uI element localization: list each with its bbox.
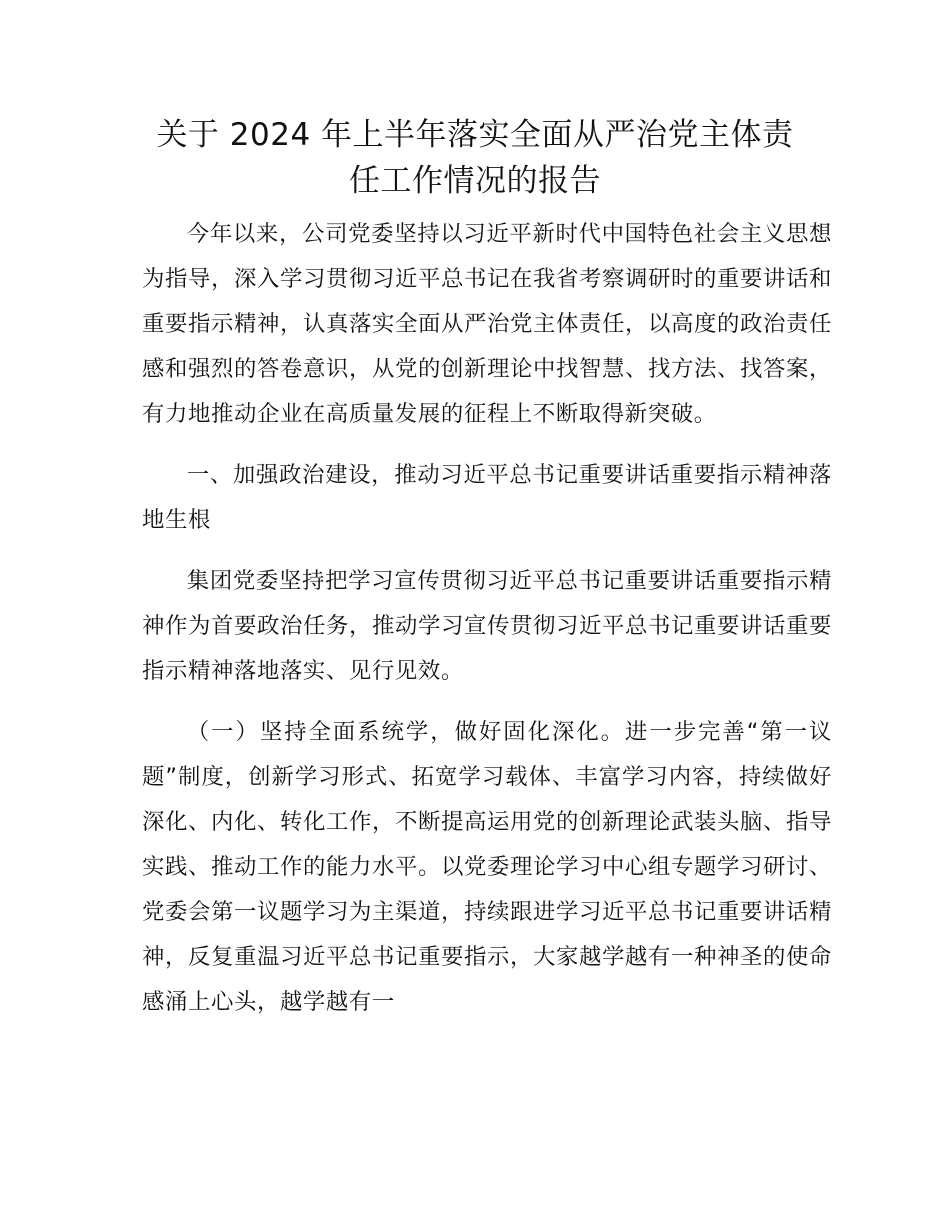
- title-line-2: 任工作情况的报告: [349, 163, 601, 199]
- title-line-1: 关于 2024 年上半年落实全面从严治党主体责: [156, 117, 794, 153]
- paragraph-subsection-1: （一）坚持全面系统学，做好固化深化。进一步完善“第一议题”制度，创新学习形式、拓宽学习载体、丰富学习内容，持续做好深化、内化、转化工作，不断提高运用党的创新理论武装头脑、指导实践、推动工作的能力水平。以党委理论学习中心组专题学习研讨、党委会第一议题学习为主渠道，持续跟进学习近平总书记重要讲话精神，反复重温习近平总书记重要指示，大家越学越有一种神圣的使命感涌上心头，越学越有一: [142, 719, 832, 1015]
- section-heading-1: 一、加强政治建设，推动习近平总书记重要讲话重要指示精神落地生根: [142, 462, 832, 533]
- document-title: [140, 112, 810, 204]
- document-body: [142, 212, 832, 1041]
- paragraph-section-1: 集团党委坚持把学习宣传贯彻习近平总书记重要讲话重要指示精神作为首要政治任务，推动学习宣传贯彻习近平总书记重要讲话重要指示精神落地落实、见行见效。: [142, 568, 832, 684]
- paragraph-intro: 今年以来，公司党委坚持以习近平新时代中国特色社会主义思想为指导，深入学习贯彻习近平总书记在我省考察调研时的重要讲话和重要指示精神，认真落实全面从严治党主体责任，以高度的政治责任感和强烈的答卷意识，从党的创新理论中找智慧、找方法、找答案，有力地推动企业在高质量发展的征程上不断取得新突破。: [142, 221, 832, 427]
